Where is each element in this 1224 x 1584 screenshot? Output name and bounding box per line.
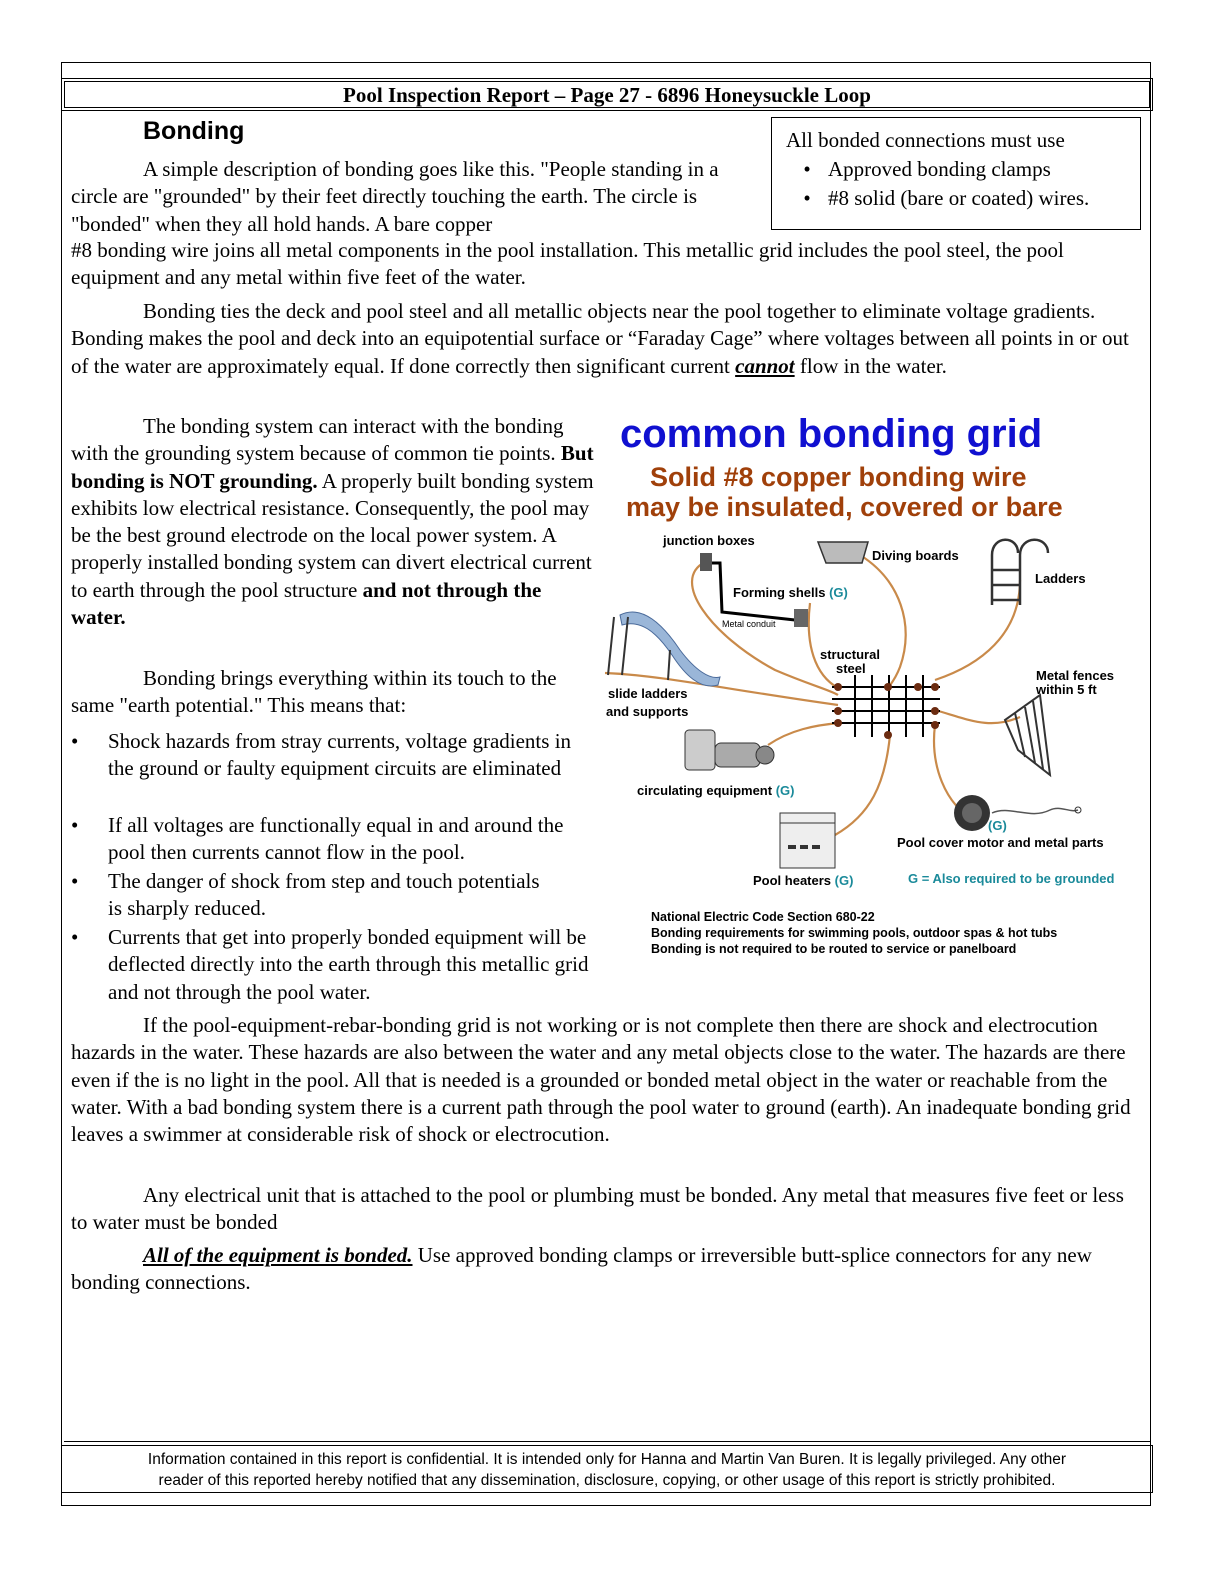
- section-heading: Bonding: [143, 117, 245, 145]
- pool-cover-motor-icon: [954, 795, 1081, 831]
- figure-subtitle-1: Solid #8 copper bonding wire: [650, 462, 1027, 492]
- label-cover-g: (G): [988, 818, 1007, 833]
- paragraph-1-continued: #8 bonding wire joins all metal components in the pool installation. This metallic grid includes the pool steel, the pool equipment and any metal within five feet of the water.: [71, 238, 1064, 290]
- list-item: • Shock hazards from stray currents, voltage gradients in the ground or faulty equipment circuits are eliminated: [71, 728, 591, 783]
- label-slide-1: slide ladders: [608, 686, 688, 701]
- footer-line-2: reader of this reported hereby notified that any dissemination, disclosure, copying, or other usage of this report is strictly prohibited.: [158, 1472, 1056, 1489]
- bonding-grid-figure: [600, 405, 1145, 965]
- paragraph-2: Bonding ties the deck and pool steel and all metallic objects near the pool together to eliminate voltage gradients. Bonding makes the pool and deck into an equipotential surface or “Faraday Cage” where voltages between all points in or out of the water are approximately equal. If done correctly then significant current cannot flow in the water.: [71, 299, 1129, 378]
- bullet-icon: •: [71, 813, 79, 837]
- confidentiality-footer: [61, 1445, 1153, 1493]
- paragraph-1: A simple description of bonding goes like this. "People standing in a circle are "grounded" by their feet directly touching the earth. The circle is "bonded" when they all hold hands. A bare copper: [71, 157, 719, 236]
- list-item: • If all voltages are functionally equal in and around the pool then currents cannot flow in the pool.: [71, 812, 591, 867]
- label-heaters: Pool heaters (G): [753, 873, 854, 888]
- figure-title: common bonding grid: [620, 412, 1043, 456]
- label-diving: Diving boards: [872, 548, 959, 563]
- label-conduit: Metal conduit: [722, 619, 776, 629]
- bullet-icon: •: [71, 925, 79, 949]
- pool-heater-icon: [780, 813, 835, 868]
- label-circulating: circulating equipment (G): [637, 783, 795, 798]
- paragraph-6: Any electrical unit that is attached to the pool or plumbing must be bonded. Any metal that measures five feet or less to water must be bonded: [71, 1183, 1124, 1235]
- page-header: [61, 78, 1153, 111]
- paragraph-4: Bonding brings everything within its touch to the same "earth potential." This means that:: [71, 666, 557, 718]
- bullet-icon: •: [803, 186, 811, 210]
- paragraph-7: All of the equipment is bonded. Use approved bonding clamps or irreversible butt-splice connectors for any new bonding connections.: [71, 1243, 1092, 1295]
- label-structural-1: structural: [820, 647, 880, 662]
- bullet-icon: •: [71, 729, 79, 753]
- bullet-icon: •: [803, 157, 811, 181]
- nec-line-2: Bonding requirements for swimming pools, outdoor spas & hot tubs: [651, 926, 1058, 940]
- label-fences-2: within 5 ft: [1036, 682, 1097, 697]
- label-structural-2: steel: [836, 661, 866, 676]
- note-box-item: • #8 solid (bare or coated) wires.: [786, 184, 1140, 213]
- note-box: [771, 117, 1141, 230]
- figure-subtitle-2: may be insulated, covered or bare: [626, 492, 1063, 522]
- diving-board-icon: [818, 542, 868, 563]
- bullet-icon: •: [71, 869, 79, 893]
- list-item: • The danger of shock from step and touch potentials is sharply reduced.: [71, 868, 551, 923]
- page-header-title: Pool Inspection Report – Page 27 - 6896 Honeysuckle Loop: [343, 83, 871, 107]
- nec-line-3: Bonding is not required to be routed to service or panelboard: [651, 942, 1017, 956]
- emphasis-equipment-bonded: All of the equipment is bonded.: [143, 1243, 413, 1267]
- label-fences-1: Metal fences: [1036, 668, 1115, 683]
- label-ladders: Ladders: [1035, 571, 1086, 586]
- paragraph-3: The bonding system can interact with the bonding with the grounding system because of common tie points. But bonding is NOT grounding. A properly built bonding system exhibits low electrical resistance. Consequently, the pool may be the best ground electrode on the local power system. A properly installed bonding system can divert electrical current to earth through the pool structure and not through the water.: [71, 414, 594, 630]
- label-forming: Forming shells (G): [733, 585, 848, 600]
- emphasis-cannot: cannot: [735, 353, 795, 378]
- footer-line-1: Information contained in this report is confidential. It is intended only for Hanna and Martin Van Buren. It is legally privileged. Any other: [147, 1451, 1067, 1468]
- note-box-item: • Approved bonding clamps: [786, 155, 1140, 184]
- label-slide-2: and supports: [606, 704, 689, 719]
- label-junction: junction boxes: [663, 533, 755, 548]
- nec-line-1: National Electric Code Section 680-22: [651, 910, 875, 924]
- label-cover: Pool cover motor and metal parts: [897, 835, 1104, 850]
- fence-icon: [1005, 695, 1050, 775]
- list-item: • Currents that get into properly bonded equipment will be deflected directly into the earth through this metallic grid and not through the pool water.: [71, 924, 591, 1006]
- paragraph-5: If the pool-equipment-rebar-bonding grid is not working or is not complete then there are shock and electrocution hazards in the water. These hazards are also between the water and any metal objects close to the water. The hazards are there even if the is no light in the pool. All that is needed is a grounded or bonded metal object in the water or reachable from the water. With a bad bonding system there is a current path through the pool water to ground (earth). An inadequate bonding grid leaves a swimmer at considerable risk of shock or electrocution.: [71, 1013, 1131, 1147]
- pump-icon: [685, 730, 774, 770]
- legend-g: G = Also required to be grounded: [908, 871, 1115, 886]
- note-box-intro: All bonded connections must use: [786, 128, 1065, 152]
